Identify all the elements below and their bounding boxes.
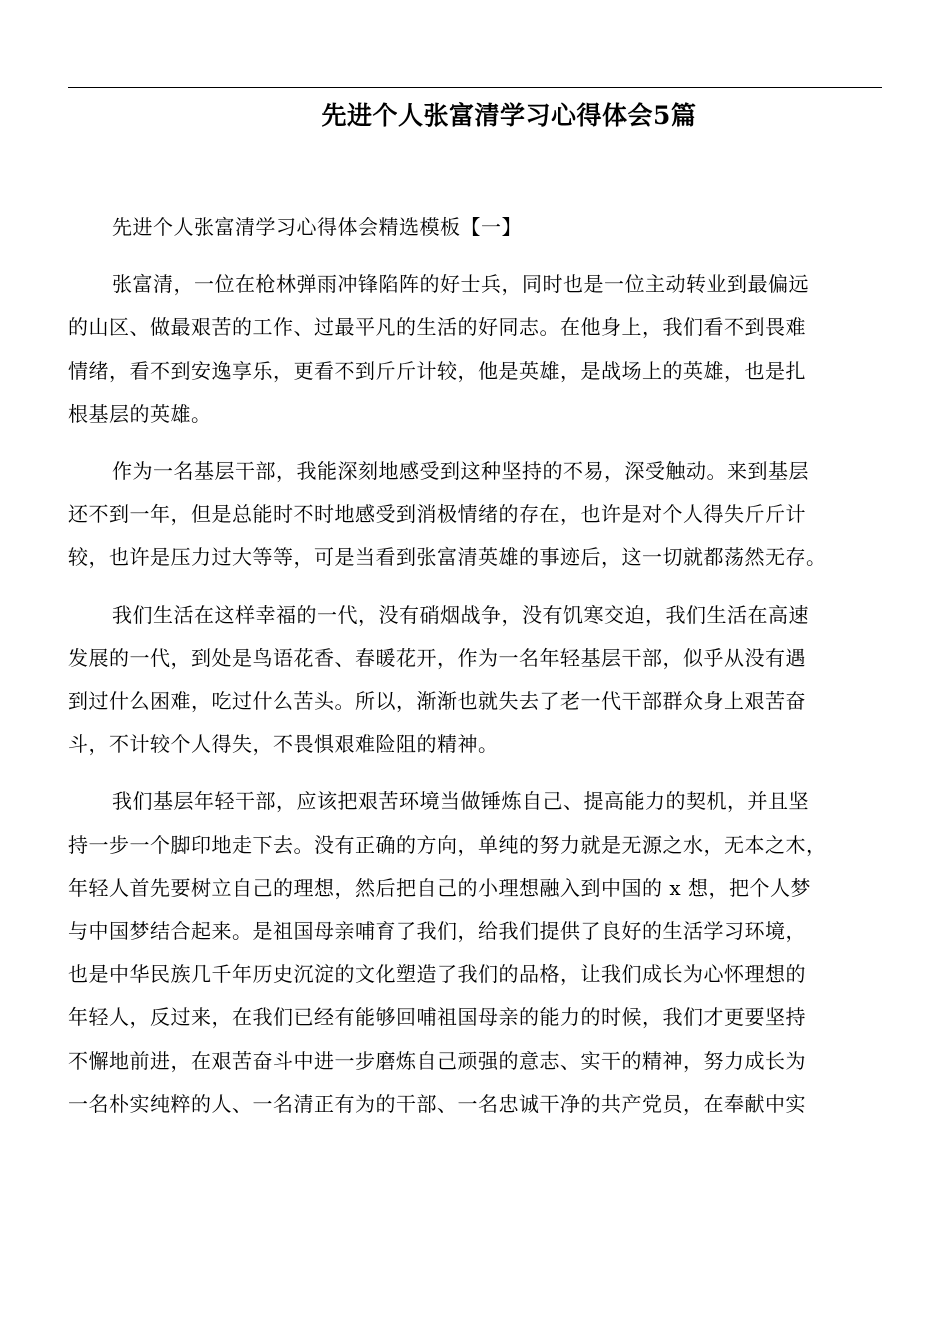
paragraph-3 [68, 594, 882, 767]
document-title: 先进个人张富清学习心得体会5篇 [321, 101, 697, 130]
paragraph-line: 根基层的英雄。 [68, 401, 212, 426]
paragraph-line: 发展的一代，到处是鸟语花香、春暖花开，作为一名年轻基层干部，似乎从没有遇 [68, 645, 806, 670]
paragraph-line: 我们基层年轻干部，应该把艰苦环境当做锤炼自己、提高能力的契机，并且坚 [112, 789, 809, 814]
paragraph-line: 不懈地前进，在艰苦奋斗中进一步磨炼自己顽强的意志、实干的精神，努力成长为 [68, 1048, 806, 1073]
paragraph-line: 较，也许是压力过大等等，可是当看到张富清英雄的事迹后，这一切就都荡然无存。 [68, 545, 827, 570]
paragraph-line: 斗，不计较个人得失，不畏惧艰难险阻的精神。 [68, 732, 499, 757]
paragraph-line: 张富清，一位在枪林弹雨冲锋陷阵的好士兵，同时也是一位主动转业到最偏远 [112, 272, 809, 297]
paragraph-line: 作为一名基层干部，我能深刻地感受到这种坚持的不易，深受触动。来到基层 [112, 459, 809, 484]
paragraph-1 [68, 263, 882, 436]
section-heading-text: 先进个人张富清学习心得体会精选模板【一】 [112, 215, 522, 239]
paragraph-line: 年轻人首先要树立自己的理想，然后把自己的小理想融入到中国的 x 想，把个人梦 [68, 875, 811, 900]
paragraph-line: 年轻人，反过来，在我们已经有能够回哺祖国母亲的能力的时候，我们才更要坚持 [68, 1005, 806, 1030]
paragraph-line: 也是中华民族几千年历史沉淀的文化塑造了我们的品格，让我们成长为心怀理想的 [68, 962, 806, 987]
document-body [68, 206, 882, 1126]
paragraph-line: 一名朴实纯粹的人、一名清正有为的干部、一名忠诚干净的共产党员，在奉献中实 [68, 1091, 806, 1116]
paragraph-line: 我们生活在这样幸福的一代，没有硝烟战争，没有饥寒交迫，我们生活在高速 [112, 602, 809, 627]
paragraph-4 [68, 780, 882, 1126]
paragraph-2 [68, 450, 882, 580]
section-heading [68, 206, 882, 249]
paragraph-line: 到过什么困难，吃过什么苦头。所以，渐渐也就失去了老一代干部群众身上艰苦奋 [68, 689, 806, 714]
paragraph-line: 的山区、做最艰苦的工作、过最平凡的生活的好同志。在他身上，我们看不到畏难 [68, 315, 806, 340]
paragraph-line: 情绪，看不到安逸享乐，更看不到斤斤计较，他是英雄，是战场上的英雄，也是扎 [68, 358, 806, 383]
paragraph-line: 还不到一年，但是总能时不时地感受到消极情绪的存在，也许是对个人得失斤斤计 [68, 502, 806, 527]
paragraph-line: 持一步一个脚印地走下去。没有正确的方向，单纯的努力就是无源之水，无本之木， [68, 832, 827, 857]
header-rule [68, 87, 882, 88]
paragraph-line: 与中国梦结合起来。是祖国母亲哺育了我们，给我们提供了良好的生活学习环境， [68, 919, 806, 944]
